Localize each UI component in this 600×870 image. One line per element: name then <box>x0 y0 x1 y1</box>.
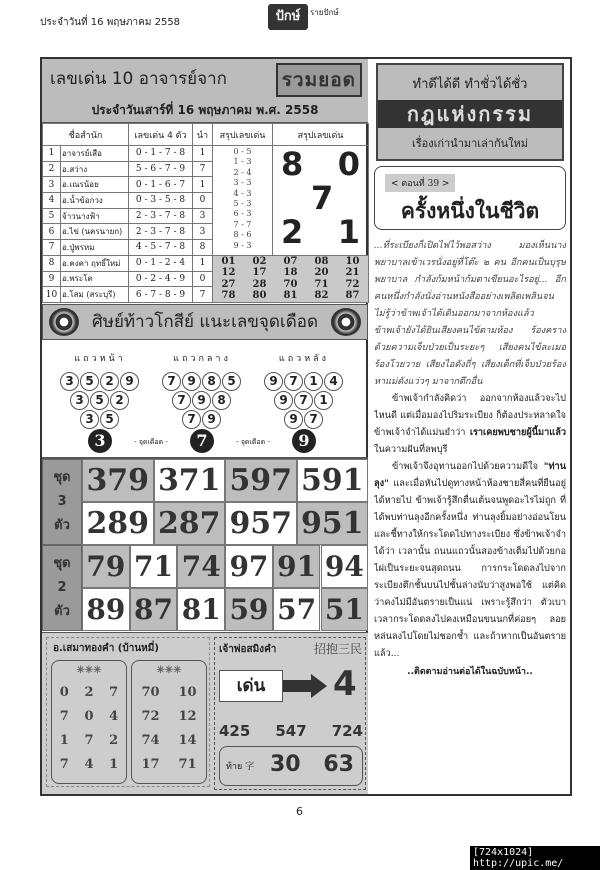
row-lead: 0 <box>193 271 213 287</box>
row-digits: 0 - 3 - 5 - 8 <box>129 193 193 209</box>
two-digit-number: 74 <box>177 545 225 588</box>
row-name: อ.ปู่พรหม <box>61 240 129 256</box>
row-number: 4 <box>43 193 61 209</box>
number-row <box>132 685 206 700</box>
pyramid-label: แถวหลัง <box>278 354 330 364</box>
tail-label: ท้าย 字 <box>226 762 255 772</box>
number: 74 <box>141 733 160 748</box>
summary-count: 8 - 6 <box>233 230 252 240</box>
tail-box <box>219 746 363 786</box>
set-label <box>42 545 82 631</box>
number: 1 <box>109 757 119 772</box>
table-row <box>43 255 369 271</box>
row-digits: 2 - 3 - 7 - 8 <box>129 224 193 240</box>
number-ball: 9 <box>182 372 201 391</box>
two-digit-number: 59 <box>225 588 273 631</box>
story-body <box>374 237 566 789</box>
chaopho-chinese: 招抱三民 <box>313 642 362 656</box>
summary-count: 0 - 5 <box>233 147 252 156</box>
summary-pair: 21 <box>345 267 360 279</box>
banner-bottom: เรื่องเก่านำมาเล่ากันใหม่ <box>411 137 529 150</box>
set-label-text: ตัว <box>54 604 70 619</box>
emphasis: "ท่านลุง" <box>374 461 566 489</box>
number-ball: 5 <box>100 410 119 429</box>
summary-pair: 10 <box>345 255 360 267</box>
lottery-title: เลขเด่น 10 อาจารย์จาก <box>50 69 227 89</box>
number: 70 <box>141 685 160 700</box>
number-row <box>132 733 206 748</box>
summary-pair: 27 <box>221 278 236 290</box>
two-digit-number: 87 <box>130 588 178 631</box>
number: 7 <box>84 733 94 748</box>
big-digit: 2 <box>281 213 304 251</box>
tail-number: 63 <box>323 752 354 777</box>
chaopho-box <box>214 637 366 790</box>
summary-count: 9 - 3 <box>233 240 252 250</box>
summary-counts <box>213 146 272 252</box>
summary-pair: 17 <box>252 267 267 279</box>
row-digits: 0 - 1 - 2 - 4 <box>129 255 193 271</box>
row-lead: 1 <box>193 255 213 271</box>
summary-pair: 12 <box>221 267 236 279</box>
text: และเมื่อหันไปดูทางหน้าห้องชายสี่คนที่ยืนอยู่ได้หายไป ข้าพเจ้ารู้สึกตื่นเต้นจนพูดอะไรไม่ถูก ที่ได้พบท่านลุงอีกครั้งหนึ่ง ท่านลุงยิ้มอย่างอ่อนโยน และชี้ทางให้กระโดดไปทางระเบียง ซึ่งข้าพเจ้าจำได้ว่า เวลานั้น ถนนแถวนั้นสองข้างเต็มไปด้วยกอไผ่เป็นระยะจนสุดถนน การกระโดดลงไปจากระเบียงตึกชั้นบนไปชั้นล่างนับว่าสูงพอใช้ แต่คิดว่าคงไม่มีอันตรายเป็นแน่ เพราะรู้สึกว่า ตัวเบา เวลากระโดดลงไปคงเหมือนขนนกที่ค่อยๆ ลอยหล่นลงไปโดยไม่ชอกช้ำ และถ้าหากเป็นอันตรายแล้ว... <box>374 478 566 659</box>
summary-pair: 71 <box>314 278 329 290</box>
text: ข้าพเจ้ากำลังคิดว่า ออกจากห้องแล้วจะไปไหนดี แต่เมื่อมองไปริมระเบียง ก็ต้องประหลาดใจ ข้าพเจ้าจำได้แม่นยำว่า <box>374 393 566 438</box>
starburst-icon <box>49 308 79 336</box>
row-digits: 2 - 3 - 7 - 8 <box>129 208 193 224</box>
row-lead: 7 <box>193 161 213 177</box>
number: 7 <box>59 757 69 772</box>
episode-box <box>374 166 566 230</box>
summary-pair: 08 <box>314 255 329 267</box>
triple: 724 <box>331 722 363 740</box>
number-ball: 9 <box>274 391 293 410</box>
number-ball: 3 <box>60 372 79 391</box>
row-lead: 1 <box>193 146 213 162</box>
row-digits: 6 - 7 - 8 - 9 <box>129 287 193 303</box>
number-ball: 7 <box>172 391 191 410</box>
triple: 547 <box>275 722 307 740</box>
three-digit-number: 591 <box>297 459 369 502</box>
summary-pair: 78 <box>221 290 236 302</box>
summary-pair: 01 <box>221 255 236 267</box>
row-digits: 5 - 6 - 7 - 9 <box>129 161 193 177</box>
big-digits <box>273 146 368 252</box>
col-header-lead: นำ <box>193 124 213 146</box>
number-ball: 1 <box>304 372 323 391</box>
col-header-summary: สรุปเลขเด่น <box>213 124 273 146</box>
number: 4 <box>84 757 94 772</box>
bottom-panel <box>42 632 368 794</box>
set-label-text: 2 <box>57 580 67 595</box>
row-lead: 0 <box>193 193 213 209</box>
number-ball: 7 <box>304 410 323 429</box>
semathong-box <box>46 637 210 787</box>
number-row <box>52 733 126 748</box>
three-digit-number: 287 <box>154 502 226 545</box>
number-ball: 7 <box>182 410 201 429</box>
row-name: อ.คงคา ฤทธิ์ใหม่ <box>61 255 129 271</box>
summary-pair: 81 <box>283 290 298 302</box>
number-ball: 5 <box>80 372 99 391</box>
starburst-icon <box>331 308 361 336</box>
number: 14 <box>178 733 197 748</box>
text: ข้าพเจ้าจึงอุทานออกไปด้วยความดีใจ <box>392 461 544 472</box>
summary-count: 7 - 7 <box>233 219 252 229</box>
big-digit: 7 <box>311 179 334 217</box>
stars-icon: ✳✳✳ <box>76 665 102 676</box>
two-digit-number: 51 <box>321 588 369 631</box>
summary-pair: 80 <box>252 290 267 302</box>
text: ในความฝันที่ลพบุรี <box>374 444 448 455</box>
number: 0 <box>59 685 69 700</box>
summary-pair: 70 <box>283 278 298 290</box>
semathong-title: อ.เสมาทองคำ (บ้านหมี่) <box>53 643 159 654</box>
big-cell <box>273 146 369 256</box>
row-number: 3 <box>43 177 61 193</box>
two-digit-number: 91 <box>273 545 321 588</box>
set-label-text: ชุด <box>53 470 71 485</box>
row-number: 8 <box>43 255 61 271</box>
number-ball: 2 <box>110 391 129 410</box>
big-digit: 8 <box>281 146 304 183</box>
emphasis: เราเคยพบชายผู้นี้มาแล้ว <box>469 427 566 438</box>
magazine-logo-sub: รายปักษ์ <box>310 8 339 17</box>
row-name: จ้าวนางฟ้า <box>61 208 129 224</box>
number-ball: 5 <box>222 372 241 391</box>
summary-count: 1 - 3 <box>233 157 252 167</box>
pyramid-label: แถวหน้า <box>74 354 126 364</box>
row-number: 7 <box>43 240 61 256</box>
story-title: ครั้งหนึ่งในชีวิต <box>400 199 540 223</box>
semathong-left <box>51 660 127 784</box>
row-digits: 4 - 5 - 7 - 8 <box>129 240 193 256</box>
row-name: อ.น้ำข้อกวง <box>61 193 129 209</box>
pyramid-label: แถวกลาง <box>173 354 231 364</box>
row-number: 5 <box>43 208 61 224</box>
tail-number: 30 <box>270 752 301 777</box>
number-ball: 8 <box>212 391 231 410</box>
summary-pair: 87 <box>345 290 360 302</box>
summary-count: 6 - 3 <box>233 209 252 219</box>
number: 71 <box>178 757 197 772</box>
summary-count: 3 - 3 <box>233 178 252 188</box>
number: 17 <box>141 757 160 772</box>
row-digits: 0 - 1 - 7 - 8 <box>129 146 193 162</box>
page-number: 6 <box>296 805 303 818</box>
two-digit-number: 97 <box>225 545 273 588</box>
number-sets <box>42 457 368 630</box>
number-row <box>132 757 206 772</box>
summary-count: 4 - 3 <box>233 188 252 198</box>
triples <box>219 722 363 740</box>
arrow-right-icon <box>283 674 327 698</box>
hot-section-title: ศิษย์ท้าวโกสีย์ แนะเลขจุดเดือด <box>91 312 319 332</box>
hot-number-badge: 3 <box>88 429 112 453</box>
two-digit-number: 79 <box>82 545 130 588</box>
play-label: เด่น <box>219 670 283 702</box>
two-digit-number: 89 <box>82 588 130 631</box>
number-ball: 9 <box>264 372 283 391</box>
chaopho-title: เจ้าพ่อสมิงคำ <box>219 644 277 655</box>
row-number: 2 <box>43 161 61 177</box>
summary-pair: 82 <box>314 290 329 302</box>
number-ball: 5 <box>90 391 109 410</box>
three-digit-number: 371 <box>154 459 226 502</box>
row-lead: 8 <box>193 240 213 256</box>
left-column <box>42 59 368 794</box>
number-ball: 9 <box>120 372 139 391</box>
hot-number-badge: 9 <box>292 429 316 453</box>
number: 72 <box>141 709 160 724</box>
two-digit-number: 71 <box>130 545 178 588</box>
row-name: อ.โสม (สระบุรี) <box>61 287 129 303</box>
summary-pair: 02 <box>252 255 267 267</box>
brand-logo: รวมยอด <box>276 63 362 97</box>
row-name: อ.เณรน้อย <box>61 177 129 193</box>
number-row <box>52 685 126 700</box>
episode-number: < ตอนที่ 39 > <box>385 174 455 192</box>
row-number: 1 <box>43 146 61 162</box>
summary-count: 2 - 4 <box>233 167 252 177</box>
hot-label: - จุดเดือด - <box>236 438 270 446</box>
row-digits: 0 - 2 - 4 - 9 <box>129 271 193 287</box>
hot-section-banner <box>42 304 368 340</box>
number: 12 <box>178 709 197 724</box>
row-lead: 1 <box>193 177 213 193</box>
banner-top: ทำดีได้ดี ทำชั่วได้ชั่ว <box>412 77 528 92</box>
summary-pair: 20 <box>314 267 329 279</box>
banner-title: กฎแห่งกรรม <box>378 100 562 128</box>
number: 0 <box>84 709 94 724</box>
number-row <box>132 709 206 724</box>
number-ball: 9 <box>284 410 303 429</box>
row-digits: 0 - 1 - 6 - 7 <box>129 177 193 193</box>
number-ball: 9 <box>192 391 211 410</box>
row-name: อ.พระโต <box>61 271 129 287</box>
number-ball: 7 <box>162 372 181 391</box>
page-date: ประจำวันที่ 16 พฤษภาคม 2558 <box>40 17 181 28</box>
semathong-right <box>131 660 207 784</box>
magazine-logo: ปักษ์ <box>268 4 308 30</box>
master-table <box>42 123 369 303</box>
number: 10 <box>178 685 197 700</box>
row-lead: 3 <box>193 224 213 240</box>
triple: 425 <box>219 722 251 740</box>
summary-count: 5 - 3 <box>233 199 252 209</box>
lottery-header <box>42 59 368 123</box>
number-ball: 7 <box>294 391 313 410</box>
two-digit-number: 94 <box>321 545 369 588</box>
row-number: 6 <box>43 224 61 240</box>
number-ball: 4 <box>324 372 343 391</box>
number-ball: 9 <box>202 410 221 429</box>
number: 1 <box>59 733 69 748</box>
three-digit-number: 597 <box>225 459 297 502</box>
summary-cell <box>213 146 273 256</box>
set-label <box>42 459 82 545</box>
summary-pair: 72 <box>345 278 360 290</box>
pairs-cell <box>213 255 369 302</box>
col-header-digits: เลขเด่น 4 ตัว <box>129 124 193 146</box>
number-row <box>52 757 126 772</box>
summary-pair: 07 <box>283 255 298 267</box>
col-header-summary-big: สรุปเลขเด่น <box>273 124 369 146</box>
summary-pairs <box>213 256 368 302</box>
number: 7 <box>109 685 119 700</box>
two-digit-number: 57 <box>273 588 321 631</box>
number: 2 <box>84 685 94 700</box>
big-digit: 0 <box>337 146 361 183</box>
three-digit-number: 289 <box>82 502 154 545</box>
number-ball: 7 <box>284 372 303 391</box>
set-label-text: ตัว <box>54 518 70 533</box>
big-digit: 1 <box>337 213 361 251</box>
number-row <box>52 709 126 724</box>
hot-label: - จุดเดือด - <box>134 438 168 446</box>
row-name: อาจารย์เสือ <box>61 146 129 162</box>
watermark[interactable]: [724x1024] http://upic.me/ <box>470 846 600 870</box>
two-digit-number: 81 <box>177 588 225 631</box>
hot-number-badge: 7 <box>190 429 214 453</box>
col-header-name: ชื่อสำนัก <box>43 124 129 146</box>
set-label-text: ชุด <box>53 556 71 571</box>
set-label-text: 3 <box>57 494 67 509</box>
table-row <box>43 146 369 162</box>
story-paragraph <box>374 390 566 458</box>
row-lead: 7 <box>193 287 213 303</box>
story-paragraph <box>374 458 566 662</box>
summary-pair: 28 <box>252 278 267 290</box>
number: 7 <box>59 709 69 724</box>
summary-pair: 18 <box>283 267 298 279</box>
story-paragraph: ...ที่ระเบียงก็เปิดไฟไว้พอสว่าง มองเห็นนางพยาบาลเข้าเวรนั่งอยู่ที่โต๊ะ ๒ คน อีกคนเป็นบุรุษพยาบาล กำลังก้มหน้าก้มตาเขียนอะไรอยู่... อีกคนหนึ่งกำลังนั่งอ่านหนังสืออย่างเพลิดเพลินจนไม่รู้ว่าข้าพเจ้าได้เดินออกมาจากห้องแล้ว ข้าพเจ้ายังได้ยินเสียงคนไข้ตามห้อง ร้องครางด้วยความเจ็บป่วยเป็นระยะๆ เสียงคนไข้ละเมอร้องโวยวาย เสียงไอดังถี่ๆ เสียงเด็กที่เจ็บป่วยร้องหาแม่ดังแว่วๆ มาจากตึกอื่น <box>374 240 566 387</box>
row-number: 10 <box>43 287 61 303</box>
stars-icon: ✳✳✳ <box>156 665 182 676</box>
number-ball: 2 <box>100 372 119 391</box>
number: 4 <box>109 709 119 724</box>
number-ball: 1 <box>314 391 333 410</box>
row-name: อ.สว่าง <box>61 161 129 177</box>
row-lead: 3 <box>193 208 213 224</box>
number-ball: 3 <box>70 391 89 410</box>
lottery-date: ประจำวันเสาร์ที่ 16 พฤษภาคม พ.ศ. 2558 <box>91 103 319 117</box>
number-ball: 8 <box>202 372 221 391</box>
three-digit-number: 957 <box>225 502 297 545</box>
three-digit-number: 951 <box>297 502 369 545</box>
number-ball: 3 <box>80 410 99 429</box>
story-banner <box>376 63 564 161</box>
three-digit-number: 379 <box>82 459 154 502</box>
right-column <box>370 59 570 794</box>
continued-note: ..ติดตามอ่านต่อได้ในฉบับหน้า.. <box>407 667 533 677</box>
row-name: อ.ไข่ (นครนายก) <box>61 224 129 240</box>
row-number: 9 <box>43 271 61 287</box>
play-digit: 4 <box>333 664 357 704</box>
number: 2 <box>109 733 119 748</box>
